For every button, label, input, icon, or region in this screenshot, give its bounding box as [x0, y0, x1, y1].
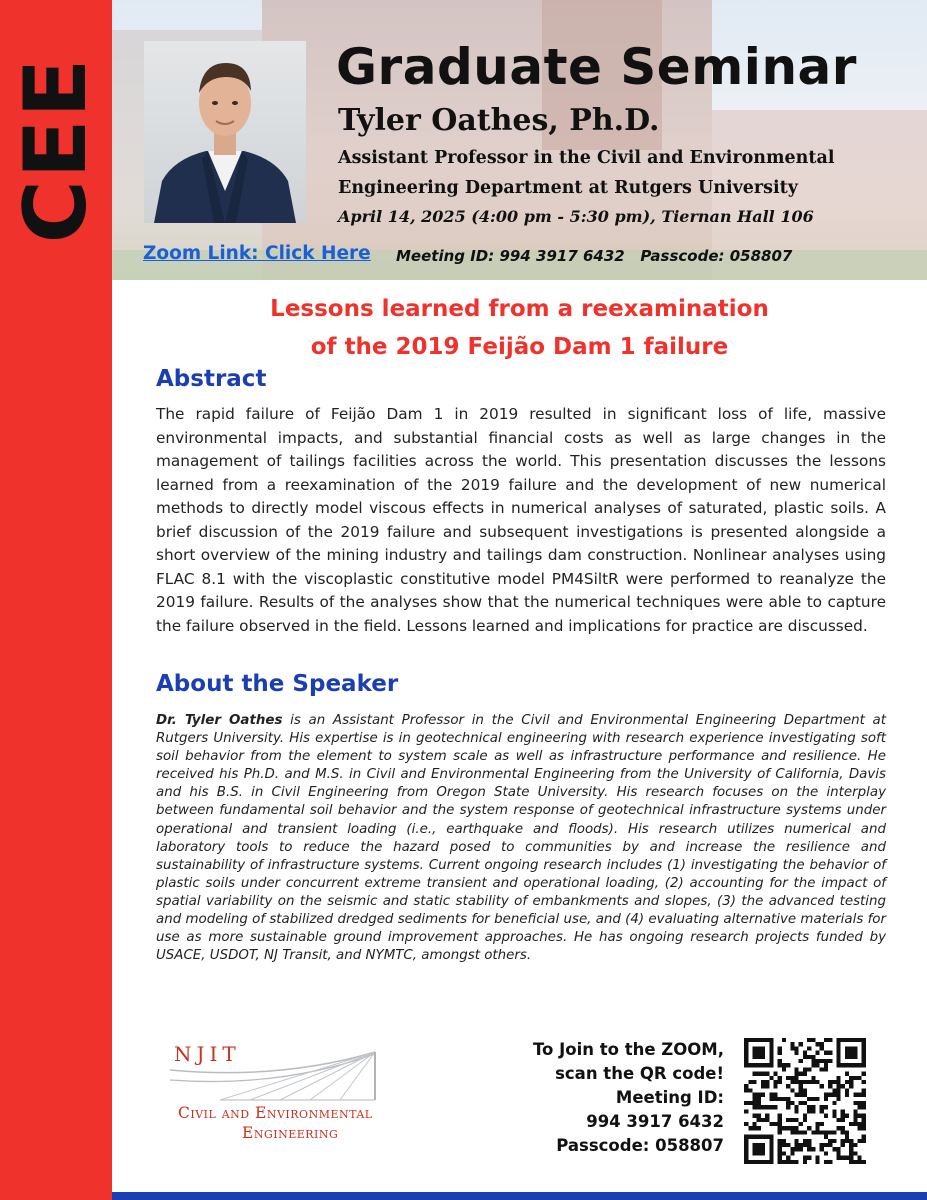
logo-department-line-2: Engineering: [242, 1124, 339, 1142]
zoom-link[interactable]: Zoom Link: Click Here: [143, 243, 371, 264]
logo-department-line-1: Civil and Environmental: [178, 1104, 373, 1122]
speaker-name: Tyler Oathes, Ph.D.: [338, 103, 660, 138]
speaker-photo: [144, 41, 306, 223]
zoom-qr-code[interactable]: [744, 1038, 866, 1164]
bio-text: is an Assistant Professor in the Civil and Environmental Engineering Department at Rutgers University. His expertise is in geotechnical engineering with research experience investigating soft soil behavior from the element to system scale as well as infrastructure performance and resilience. He received his Ph.D. and M.S. in Civil and Environmental Engineering from the University of California, Davis and his B.S. in Civil Engineering from Oregon State University. His research focuses on the interplay between fundamental soil behavior and the system response of geotechnical infrastructure systems under operational and transient loading (i.e., earthquake and floods). His research utilizes numerical and laboratory tools to reduce the hazard posed to communities by and increase the resilience and sustainability of infrastructure systems. Current ongoing research includes (1) investigating the behavior of plastic soils under concurrent extreme transient and operational loading, (2) accounting for the impact of spatial variability on the seismic and static stability of embankments and slopes, (3) the advanced testing and modeling of stabilized dredged sediments for beneficial use, and (4) evaluating alternative materials for use as more sustainable ground improvement approaches. He has ongoing research projects funded by USACE, USDOT, NJ Transit, and NYMTC, amongst others.: [156, 713, 886, 964]
talk-title-line-1: Lessons learned from a reexamination: [270, 296, 769, 322]
side-bar: [0, 0, 112, 1200]
speaker-bio: [156, 712, 886, 965]
abstract-heading: Abstract: [156, 366, 267, 392]
njit-cee-logo: [160, 1040, 430, 1150]
talk-title: [112, 290, 927, 366]
join-line-4: 994 3917 6432: [586, 1112, 724, 1131]
join-line-2: scan the QR code!: [555, 1064, 724, 1083]
seminar-title: Graduate Seminar: [336, 38, 857, 96]
qr-code-icon: [744, 1038, 866, 1164]
logo-njit-text: NJIT: [174, 1042, 241, 1066]
speaker-affiliation: Assistant Professor in the Civil and Environmental Engineering Department at Rutgers University: [338, 148, 835, 198]
bio-speaker-name: Dr. Tyler Oathes: [156, 713, 283, 728]
bottom-strip: [112, 1192, 927, 1200]
talk-title-line-2: of the 2019 Feijão Dam 1 failure: [310, 334, 729, 360]
join-line-3: Meeting ID:: [615, 1088, 724, 1107]
about-heading: About the Speaker: [156, 671, 399, 697]
abstract-body: The rapid failure of Feijão Dam 1 in 2019 resulted in significant loss of life, massive environmental impacts, and substantial financial costs as well as large changes in the management of tailings facilities across the world. This presentation discusses the lessons learned from a reexamination of the 2019 failure and the development of new numerical methods to directly model viscous effects in numerical analyses of saturated, plastic soils. A brief discussion of the 2019 failure and subsequent investigations is presented alongside a short overview of the mining industry and tailings dam construction. Nonlinear analyses using FLAC 8.1 with the viscoplastic constitutive model PM4SiltR were performed to reanalyze the 2019 failure. Results of the analyses show that the numerical techniques were able to capture the failure observed in the field. Lessons learned and implications for practice are discussed.: [156, 405, 886, 635]
join-line-1: To Join to the ZOOM,: [532, 1040, 724, 1059]
zoom-join-instructions: [470, 1038, 724, 1158]
department-label: CEE: [6, 56, 106, 244]
event-date-location: April 14, 2025 (4:00 pm - 5:30 pm), Tiernan Hall 106: [338, 207, 814, 226]
meeting-info: Meeting ID: 994 3917 6432 Passcode: 058807: [396, 247, 793, 265]
join-line-5: Passcode: 058807: [556, 1136, 724, 1155]
